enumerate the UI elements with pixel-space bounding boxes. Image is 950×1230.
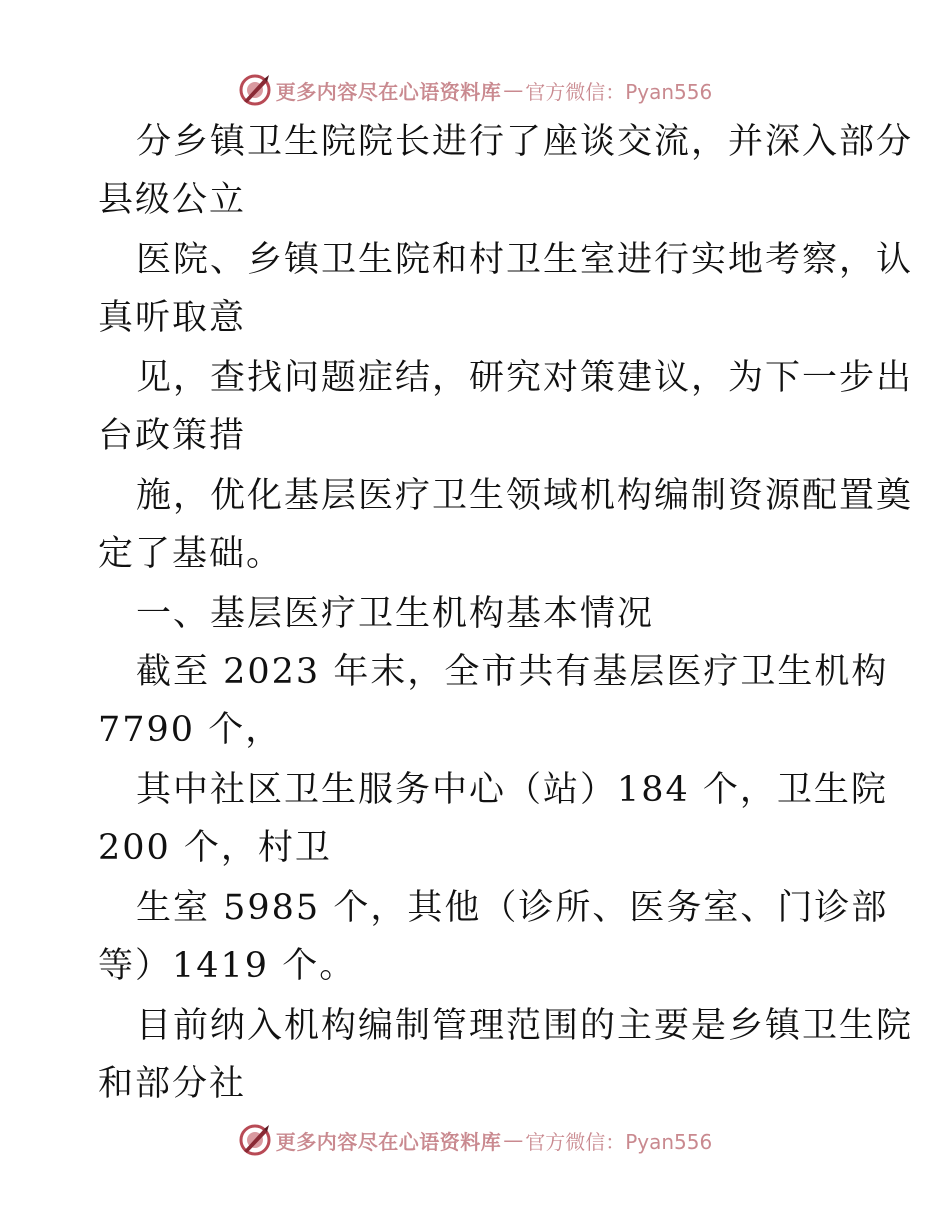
text-line: 和部分社 <box>98 1064 247 1104</box>
text-line: 见，查找问题症结，研究对策建议，为下一步出 <box>136 358 914 398</box>
watermark-main-text: 更多内容尽在心语资料库 <box>275 1129 502 1154</box>
section-heading: 一、基层医疗卫生机构基本情况 <box>136 594 655 634</box>
watermark-separator: — <box>503 78 524 102</box>
text-line: 定了基础。 <box>98 534 284 574</box>
text-line: 生室 5985 个，其他（诊所、医务室、门诊部 <box>136 888 889 928</box>
text-line: 目前纳入机构编制管理范围的主要是乡镇卫生院 <box>136 1006 914 1046</box>
watermark-wechat-text: 官方微信：Pyan556 <box>525 79 713 104</box>
header-watermark <box>0 70 950 110</box>
text-line: 分乡镇卫生院院长进行了座谈交流，并深入部分 <box>136 122 914 162</box>
text-line: 200 个，村卫 <box>98 828 332 868</box>
text-line: 截至 2023 年末，全市共有基层医疗卫生机构 <box>136 652 889 692</box>
quill-seal-icon <box>238 1123 272 1157</box>
text-line: 真听取意 <box>98 298 247 338</box>
text-line: 台政策措 <box>98 416 247 456</box>
watermark-separator: — <box>503 1128 524 1152</box>
text-line: 等）1419 个。 <box>98 946 357 986</box>
text-line: 县级公立 <box>98 180 247 220</box>
watermark-wechat-text: 官方微信：Pyan556 <box>525 1129 713 1154</box>
text-line: 其中社区卫生服务中心（站）184 个，卫生院 <box>136 770 888 810</box>
text-line: 施，优化基层医疗卫生领域机构编制资源配置奠 <box>136 476 914 516</box>
text-line: 7790 个， <box>98 710 283 750</box>
quill-seal-icon <box>238 73 272 107</box>
text-line: 医院、乡镇卫生院和村卫生室进行实地考察，认 <box>136 240 914 280</box>
watermark-main-text: 更多内容尽在心语资料库 <box>275 79 502 104</box>
footer-watermark <box>0 1120 950 1160</box>
